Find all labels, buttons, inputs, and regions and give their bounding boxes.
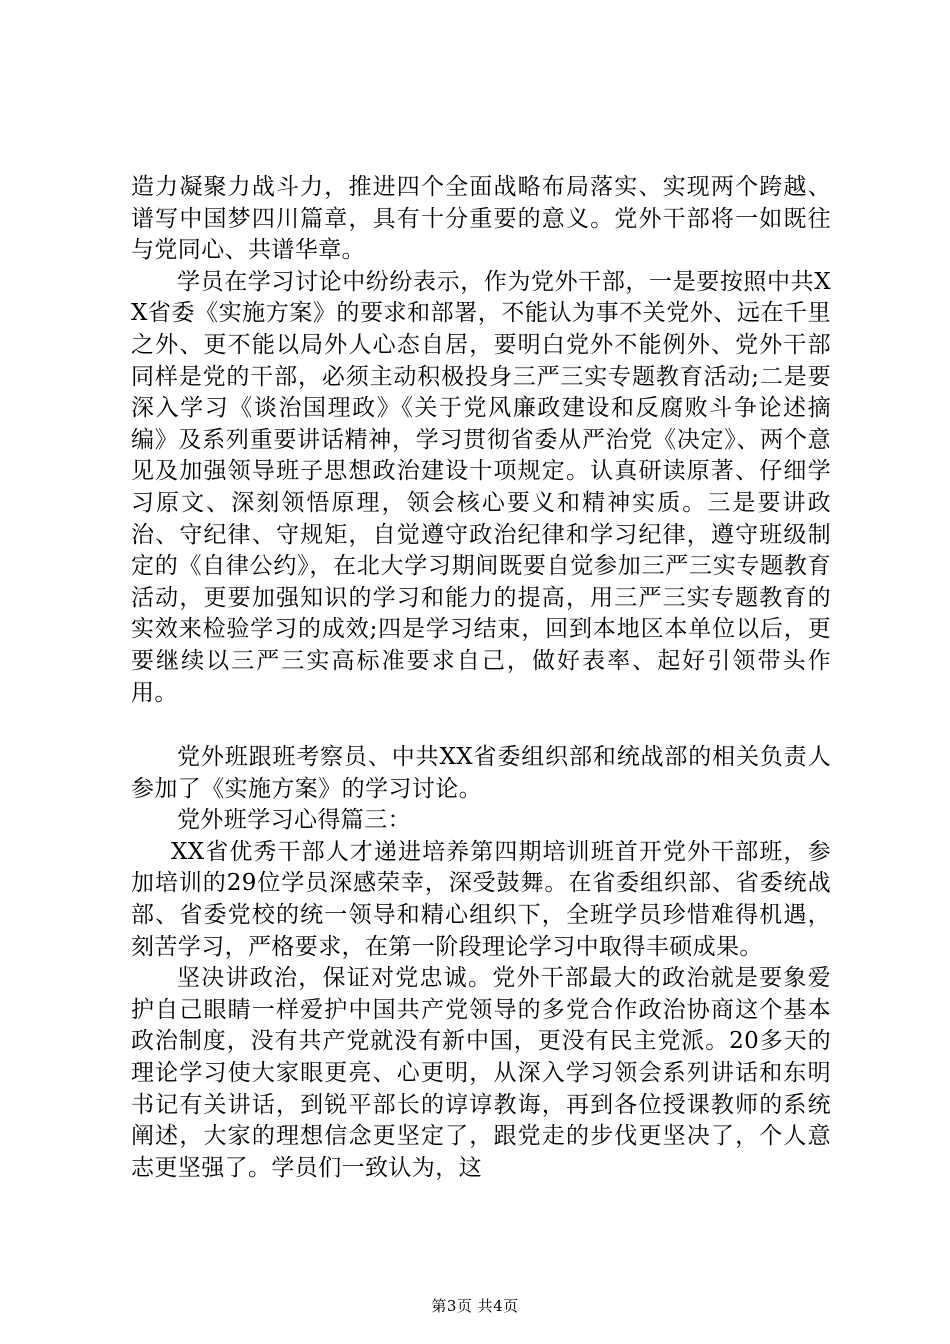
page-number-footer: 第3页 共4页 (431, 1297, 519, 1315)
paragraph-attendees: 党外班跟班考察员、中共XX省委组织部和统战部的相关负责人参加了《实施方案》的学习讨论。 (131, 744, 831, 802)
paragraph-training-class: XX省优秀干部人才递进培养第四期培训班首开党外干部班，参加培训的29位学员深感荣幸，深受鼓舞。在省委组织部、省委统战部、省委党校的统一领导和精心组织下，全班学员珍惜难得机遇，刻苦学习，严格要求，在第一阶段理论学习中取得丰硕成果。 (131, 838, 831, 960)
paragraph-politics: 坚决讲政治，保证对党忠诚。党外干部最大的政治就是要象爱护自己眼睛一样爱护中国共产党领导的多党合作政治协商这个基本政治制度，没有共产党就没有新中国，更没有民主党派。20多天的理论学习使大家眼更亮、心更明，从深入学习领会系列讲话和东明书记有关讲话，到锐平部长的谆谆教诲，再到各位授课教师的系统阐述，大家的理想信念更坚定了，跟党走的步伐更坚决了，个人意志更坚强了。学员们一致认为，这 (131, 965, 831, 1181)
document-body (131, 172, 831, 1184)
paragraph-gap (131, 709, 831, 742)
paragraph-discussion: 学员在学习讨论中纷纷表示，作为党外干部，一是要按照中共XX省委《实施方案》的要求和部署，不能认为事不关党外、远在千里之外、更不能以局外人心态自居，要明白党外不能例外、党外干部同样是党的干部，必须主动积极投身三严三实专题教育活动;二是要深入学习《谈治国理政》《关于党风廉政建设和反腐败斗争论述摘编》及系列重要讲话精神，学习贯彻省委从严治党《决定》、两个意见及加强领导班子思想政治建设十项规定。认真研读原著、仔细学习原文、深刻领悟原理，领会核心要义和精神实质。三是要讲政治、守纪律、守规矩，自觉遵守政治纪律和学习纪律，遵守班级制定的《自律公约》，在北大学习期间既要自觉参加三严三实专题教育活动，更要加强知识的学习和能力的提高，用三严三实专题教育的实效来检验学习的成效;四是学习结束，回到本地区本单位以后，更要继续以三严三实高标准要求自己，做好表率、起好引领带头作用。 (131, 268, 831, 706)
section-heading: 党外班学习心得篇三： (177, 807, 411, 834)
paragraph-continuation: 造力凝聚力战斗力，推进四个全面战略布局落实、实现两个跨越、谱写中国梦四川篇章，具有十分重要的意义。党外干部将一如既往与党同心、共谱华章。 (131, 174, 831, 264)
